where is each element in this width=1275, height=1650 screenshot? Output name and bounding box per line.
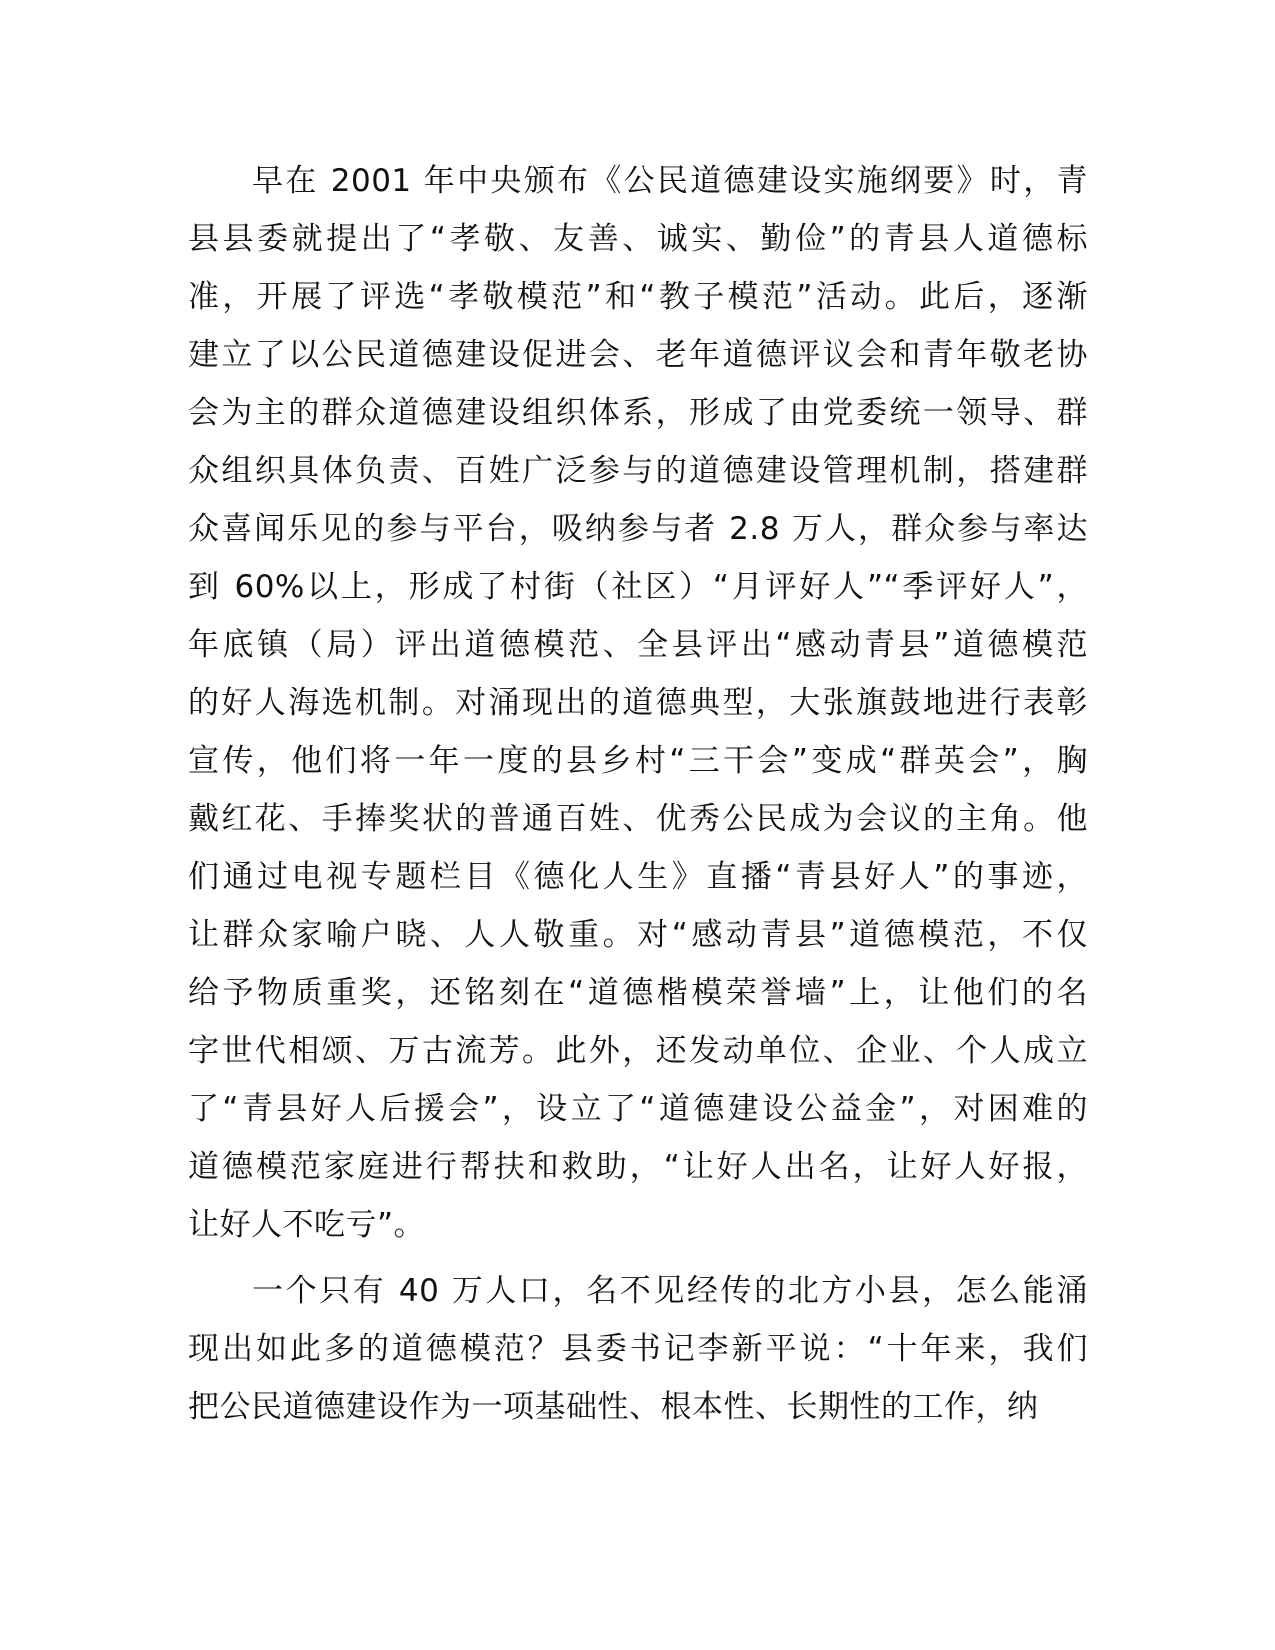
text-line: 道德模范家庭进行帮扶和救助，“让好人出名，让好人好报， <box>188 1149 1088 1185</box>
text-line: 让群众家喻户晓、人人敬重。对“感动青县”道德模范，不仅 <box>188 917 1088 953</box>
text-line: 到 60%以上，形成了村街（社区）“月评好人”“季评好人”， <box>188 569 1088 605</box>
text-line: 宣传，他们将一年一度的县乡村“三干会”变成“群英会”，胸 <box>188 743 1088 779</box>
text-line: 年底镇（局）评出道德模范、全县评出“感动青县”道德模范 <box>188 627 1088 663</box>
text-line: 给予物质重奖，还铭刻在“道德楷模荣誉墙”上，让他们的名 <box>188 975 1088 1011</box>
text-line: 字世代相颂、万古流芳。此外，还发动单位、企业、个人成立 <box>188 1033 1088 1069</box>
text-line: 众组织具体负责、百姓广泛参与的道德建设管理机制，搭建群 <box>188 453 1088 489</box>
text-line: 们通过电视专题栏目《德化人生》直播“青县好人”的事迹， <box>188 859 1088 895</box>
text-line: 了“青县好人后援会”，设立了“道德建设公益金”，对困难的 <box>188 1091 1088 1127</box>
text-line: 的好人海选机制。对涌现出的道德典型，大张旗鼓地进行表彰 <box>188 685 1088 721</box>
paragraph-spacer <box>188 1254 1088 1262</box>
text-line: 戴红花、手捧奖状的普通百姓、优秀公民成为会议的主角。他 <box>188 801 1088 837</box>
paragraph <box>188 152 1088 1254</box>
text-line: 让好人不吃亏”。 <box>188 1207 426 1243</box>
text-line: 把公民道德建设作为一项基础性、根本性、长期性的工作，纳 <box>188 1389 1039 1425</box>
document-body <box>188 152 1088 1436</box>
text-line: 众喜闻乐见的参与平台，吸纳参与者 2.8 万人，群众参与率达 <box>188 511 1088 547</box>
paragraph <box>188 1262 1088 1436</box>
text-line: 准，开展了评选“孝敬模范”和“教子模范”活动。此后，逐渐 <box>188 279 1088 315</box>
text-line: 早在 2001 年中央颁布《公民道德建设实施纲要》时，青 <box>252 163 1088 199</box>
text-line: 一个只有 40 万人口，名不见经传的北方小县，怎么能涌 <box>252 1273 1088 1309</box>
text-line: 会为主的群众道德建设组织体系，形成了由党委统一领导、群 <box>188 395 1088 431</box>
text-line: 现出如此多的道德模范？县委书记李新平说：“十年来，我们 <box>188 1331 1088 1367</box>
text-line: 建立了以公民道德建设促进会、老年道德评议会和青年敬老协 <box>188 337 1088 373</box>
text-line: 县县委就提出了“孝敬、友善、诚实、勤俭”的青县人道德标 <box>188 221 1088 257</box>
